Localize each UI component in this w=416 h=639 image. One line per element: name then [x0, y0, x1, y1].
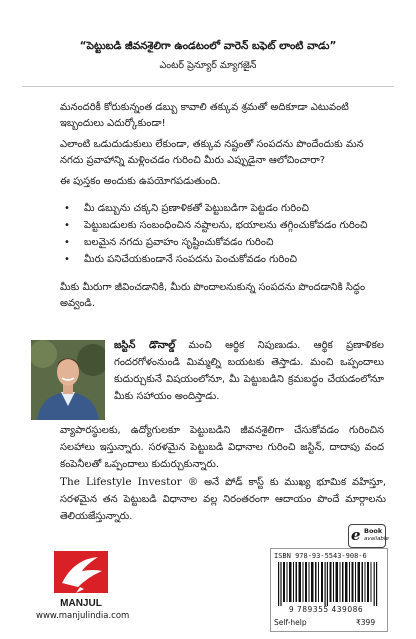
- ebook-badge-label: Book: [364, 527, 383, 535]
- list-item: • పెట్టుబడులకు సంబంధించిన నష్టాలను, భయాలను తగ్గించుకోవడం గురించి: [60, 217, 378, 234]
- publisher-name: MANJUL: [60, 598, 102, 609]
- ebook-icon: e: [351, 526, 361, 544]
- divider: [22, 86, 394, 87]
- author-portrait-icon: [31, 340, 105, 420]
- list-item: • బలమైన నగదు ప్రవాహం సృష్టించుకోవడం గురించి: [60, 234, 378, 251]
- author-photo: [31, 340, 105, 420]
- bullet-icon: •: [64, 237, 70, 248]
- manjul-logo: [52, 549, 110, 611]
- bullet-icon: •: [64, 203, 70, 214]
- podcast-name: The Lifestyle Investor ®: [60, 476, 199, 488]
- intro-paragraph-2: ఎలాంటి ఒడుదుడుకులు లేకుండా, తక్కువ నష్టంతో సంపదను పొందేందుకు మన నగదు ప్రవాహాన్ని మళ్లించడం గురించి మీరు ఎప్పుడైనా ఆలోచించారా?: [60, 139, 364, 166]
- book-category: Self-help: [274, 618, 307, 627]
- bullet-icon: •: [64, 220, 70, 231]
- ebook-badge-sub: available: [364, 536, 389, 542]
- benefit-list: [60, 200, 378, 268]
- intro-paragraph-3: ఈ పుస్తకం అందుకు ఉపయోగపడుతుంది.: [60, 176, 221, 187]
- intro-paragraph-1: మనందరికీ కోరుకున్నంత డబ్బు కావాలి తక్కువ శ్రమతో అదికూడా ఎటువంటి ఇబ్బందులు ఎదుర్కోకుండా!: [60, 102, 349, 129]
- bullet-icon: •: [64, 254, 70, 265]
- podcast-paragraph: [60, 474, 386, 525]
- ebook-badge: [348, 524, 389, 548]
- quote-source: ఎంటర్ ప్రెన్యూర్ మ్యాగజైన్: [159, 60, 257, 71]
- author-bio-text: మంచి ఆర్థిక నిపుణుడు. ఆర్థిక ప్రణాళికల గందరగోళంనుండి మిమ్మల్ని బయటకు తెస్తాడు. మంచి ఒప్పందాలు కుదుర్చుకునే విషయంలోనూ, మీ పెట్టుబడిని క్రమబద్ధం చేయడంలోనూ మీకు సహాయం అందిస్తాడు.: [114, 340, 384, 402]
- list-item: • మీ డబ్బును చక్కని ప్రణాళికతో పెట్టుబడిగా పెట్టడం గురించి: [60, 200, 378, 217]
- podcast-text: అనే పోడ్ కాస్ట్ కు ముఖ్య భూమిక వహిస్తూ, సరళమైన తన పెట్టుబడి విధానాల వల్ల నిరంతరంగా ఆదాయం పొందే మార్గాలను తెలియజేస్తున్నారు.: [60, 477, 386, 522]
- list-item: • మీరు పనిచేయకుండానే సంపదను పెంచుకోవడం గురించి: [60, 251, 378, 268]
- barcode-icon: [278, 562, 378, 606]
- author-name: జస్టిన్ డొనాల్డ్: [114, 340, 176, 351]
- barcode-number: 9 789355 439086: [288, 605, 364, 614]
- author-bio-continued: వ్యాపారస్థులకు, ఉద్యోగులకూ పెట్టుబడిని జీవనశైలిగా చేసుకోవడం గురించిన సలహాలు ఇస్తున్నారు. సరళమైన పెట్టుబడి విధానాల గురించి జస్టిన్, దాదాపు వంద కంపెనీలతో ఒప్పందాలు కుదుర్చుకున్నారు.: [60, 425, 384, 470]
- author-bio: [114, 337, 384, 405]
- publisher-url: www.manjulindia.com: [36, 611, 130, 621]
- isbn-text: ISBN 978-93-5543-908-6: [274, 552, 367, 560]
- closing-paragraph: మీకు మీరుగా జీవించడానికి, మీరు పొందాలనుకున్న సంపదను పొందడానికి సిద్ధం అవ్వండి.: [60, 282, 366, 309]
- book-price: ₹399: [356, 618, 376, 627]
- cover-quote: “పెట్టుబడి జీవనశైలిగా ఉండటంలో వారెన్ బఫెట్ లాంటి వాడు”: [79, 40, 337, 52]
